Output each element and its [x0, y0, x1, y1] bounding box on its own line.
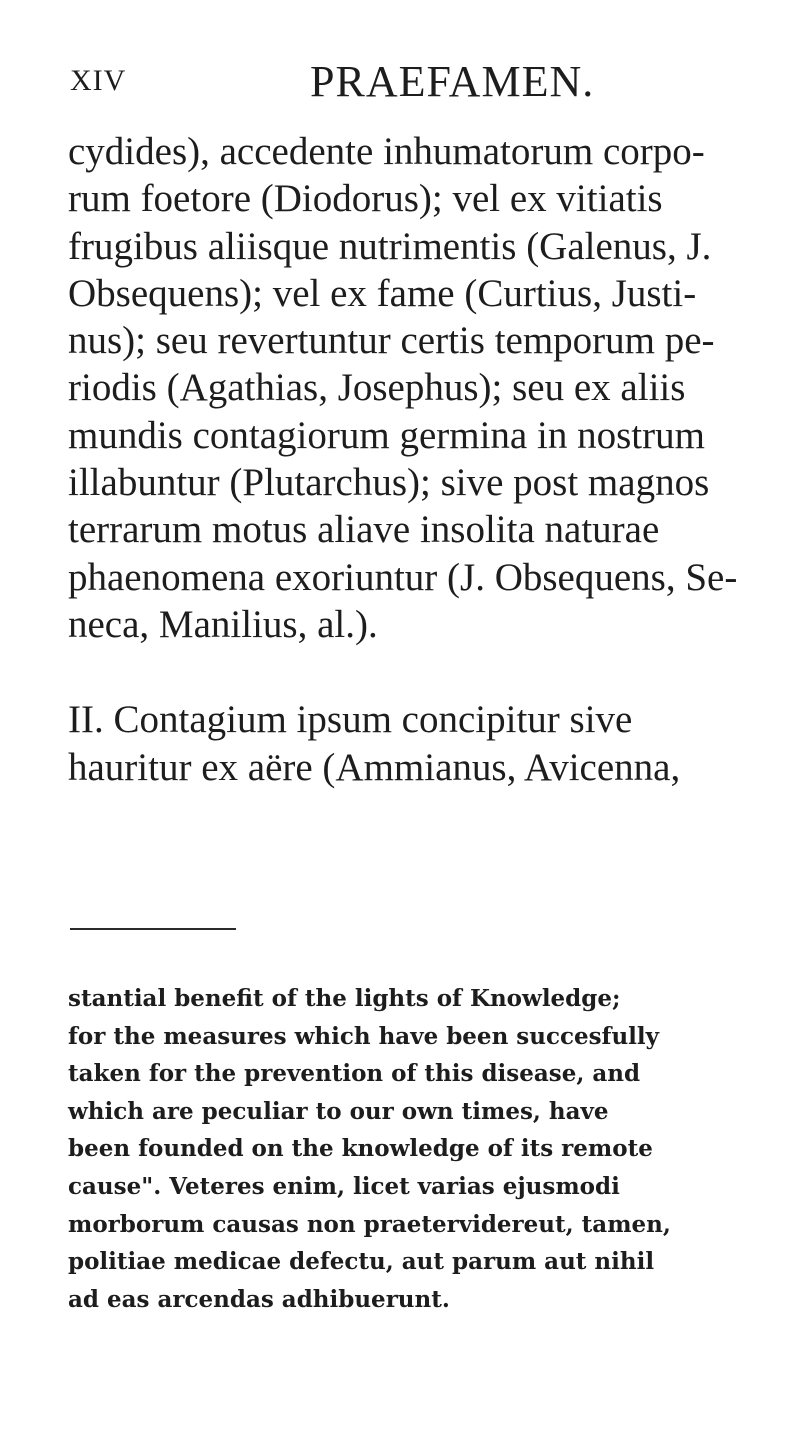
- footnote: [68, 980, 758, 1318]
- footnote-divider: [70, 928, 236, 930]
- page-number: XIV: [70, 64, 127, 97]
- text-line: mundis contagiorum germina in nostrum: [68, 413, 705, 457]
- text-line: II. Contagium ipsum concipitur sive: [68, 698, 633, 742]
- footnote-line: which are peculiar to our own times, have: [68, 1097, 609, 1125]
- page-header: [70, 56, 750, 116]
- running-title: PRAEFAMEN.: [310, 57, 595, 106]
- footnote-line: politiae medicae defectu, aut parum aut nihil: [68, 1248, 655, 1276]
- text-line: riodis (Agathias, Josephus); seu ex aliis: [68, 366, 686, 410]
- footnote-line: taken for the prevention of this disease, and: [68, 1060, 641, 1088]
- footnote-line: for the measures which have been succesfully: [68, 1022, 660, 1050]
- text-line: Obsequens); vel ex fame (Curtius, Justi-: [68, 271, 697, 315]
- text-line: rum foetore (Diodorus); vel ex vitiatis: [68, 177, 663, 221]
- text-line: nus); seu revertuntur certis temporum pe-: [68, 319, 715, 363]
- footnote-line: stantial benefit of the lights of Knowledge;: [68, 985, 621, 1012]
- text-line: phaenomena exoriuntur (J. Obsequens, Se-: [68, 555, 738, 599]
- text-line: terrarum motus aliave insolita naturae: [68, 508, 660, 552]
- footnote-line: been founded on the knowledge of its remote: [68, 1135, 653, 1163]
- text-line: illabuntur (Plutarchus); sive post magnos: [68, 461, 710, 505]
- text-line: hauritur ex aëre (Ammianus, Avicenna,: [68, 745, 681, 789]
- footnote-line: morborum causas non praetervidereut, tamen,: [68, 1210, 671, 1238]
- text-line: neca, Manilius, al.).: [68, 602, 378, 646]
- paragraph-2: [68, 696, 748, 791]
- text-line: frugibus aliisque nutrimentis (Galenus, J.: [68, 224, 712, 268]
- paragraph-1: [68, 128, 748, 648]
- main-text: [68, 128, 748, 791]
- footnote-line: cause". Veteres enim, licet varias ejusmodi: [68, 1172, 620, 1200]
- footnote-line: ad eas arcendas adhibuerunt.: [68, 1285, 450, 1313]
- text-line: cydides), accedente inhumatorum corpo-: [68, 130, 705, 173]
